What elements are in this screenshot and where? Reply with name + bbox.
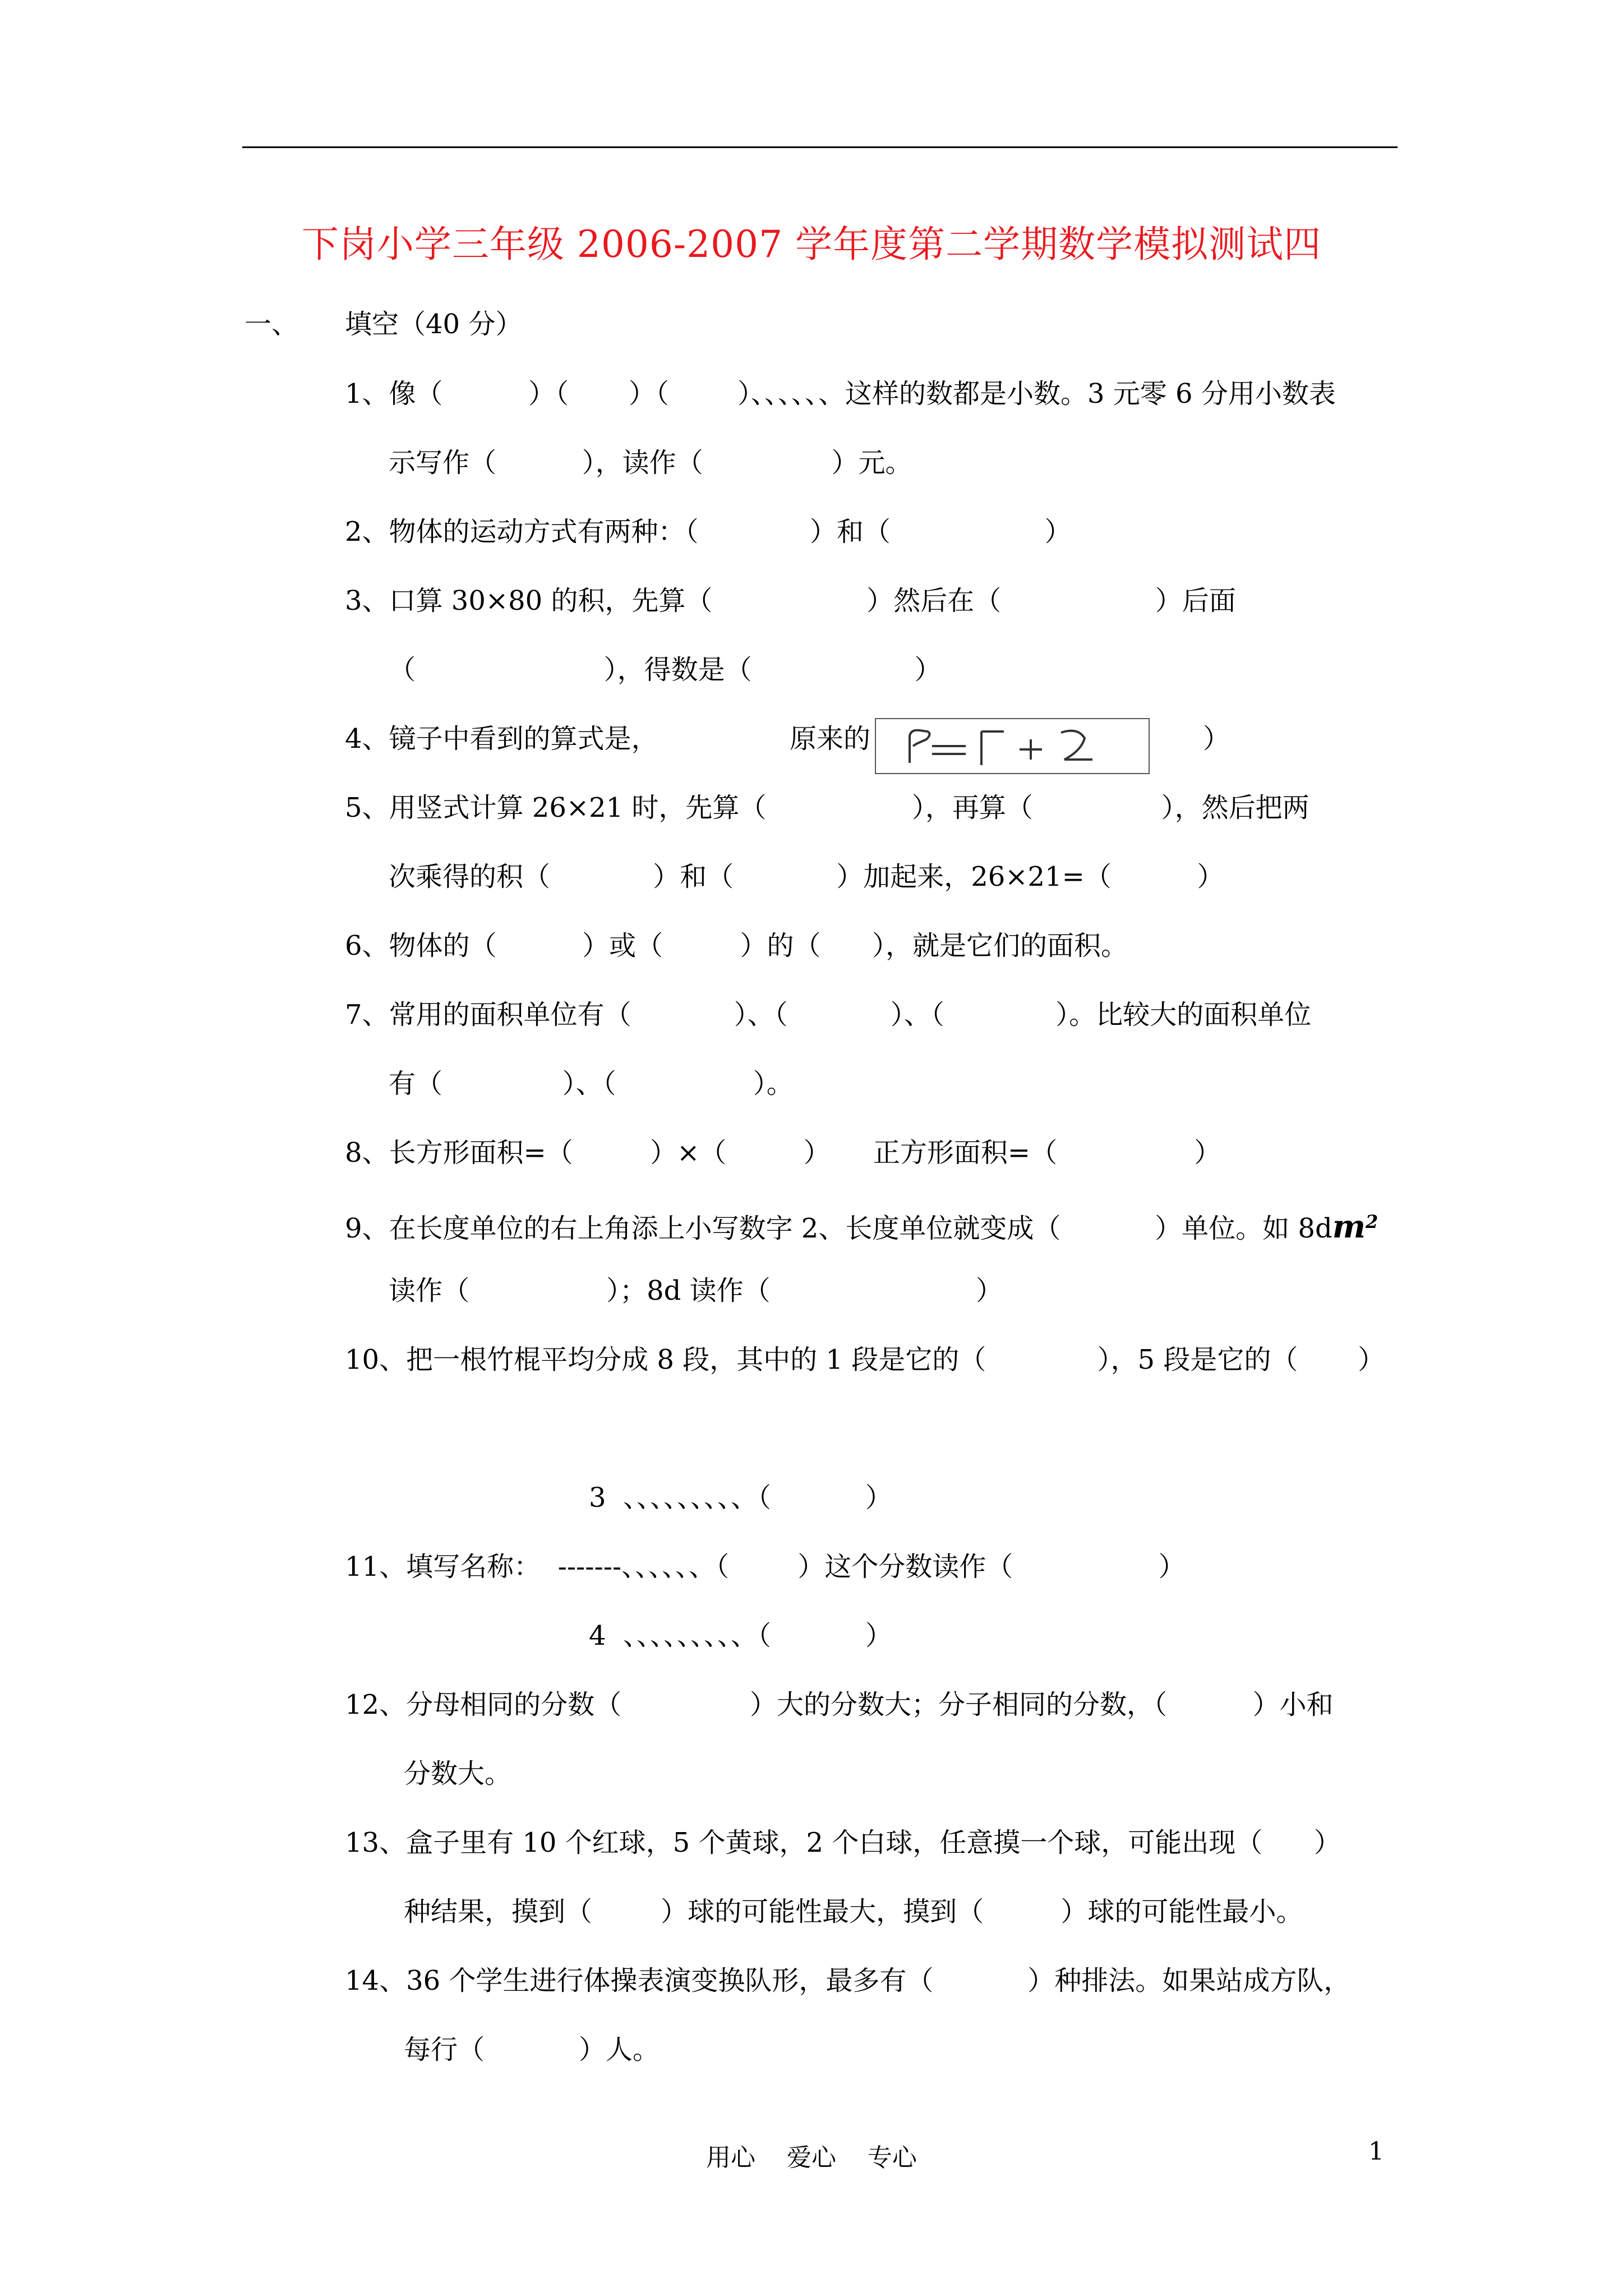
mirror-equation-image [875, 718, 1150, 774]
question-9-line-2: 读作（ ）；8d 读作（ ） [389, 1275, 1003, 1306]
question-10: 10、把一根竹棍平均分成 8 段，其中的 1 段是它的（ ），5 段是它的（ ） [345, 1344, 1385, 1375]
question-4-text: 4、镜子中看到的算式是， [345, 723, 658, 754]
header-rule [242, 146, 1398, 148]
question-11: 11、填写名称： -------、、、、、、（ ）这个分数读作（ ） [345, 1551, 1186, 1582]
question-4-original-label: 原来的 [790, 723, 871, 754]
question-1-line-2: 示写作（ ），读作（ ）元。 [389, 447, 912, 478]
question-5-line-2: 次乘得的积（ ）和（ ）加起来，26×21=（ ） [389, 861, 1224, 892]
question-9-line-1 [345, 1205, 1378, 1245]
question-14-line-1: 14、36 个学生进行体操表演变换队形，最多有（ ）种排法。如果站成方队， [345, 1965, 1351, 1996]
square-unit-m: m [1332, 1208, 1366, 1245]
question-6: 6、物体的（ ）或（ ）的（ ），就是它们的面积。 [345, 930, 1128, 961]
question-12-line-1: 12、分母相同的分数（ ）大的分数大；分子相同的分数，（ ）小和 [345, 1689, 1334, 1720]
footer-motto: 用心 爱心 专心 [706, 2143, 917, 2172]
question-7-line-2: 有（ ）、（ ）。 [389, 1068, 794, 1099]
question-2: 2、物体的运动方式有两种：（ ）和（ ） [345, 516, 1072, 547]
square-unit-exponent: 2 [1365, 1211, 1378, 1232]
question-13-line-2: 种结果，摸到（ ）球的可能性最大，摸到（ ）球的可能性最小。 [404, 1896, 1303, 1927]
question-11-numerator: 3 、、、、、、、、、（ ） [589, 1482, 892, 1513]
question-3-line-1: 3、口算 30×80 的积，先算（ ）然后在（ ）后面 [345, 585, 1236, 616]
question-8: 8、长方形面积=（ ）×（ ） 正方形面积=（ ） [345, 1137, 1221, 1168]
section-number: 一、 [245, 309, 299, 340]
question-14-line-2: 每行（ ）人。 [404, 2034, 660, 2065]
section-heading: 填空（40 分） [345, 309, 523, 340]
page-number: 1 [1368, 2137, 1384, 2166]
question-13-line-1: 13、盒子里有 10 个红球，5 个黄球，2 个白球，任意摸一个球，可能出现（ ） [345, 1827, 1341, 1858]
mirror-equation-glyphs [876, 719, 1151, 775]
question-5-line-1: 5、用竖式计算 26×21 时，先算（ ），再算（ ），然后把两 [345, 792, 1310, 823]
question-9-text: 9、在长度单位的右上角添上小写数字 2、长度单位就变成（ ）单位。如 8d [345, 1213, 1332, 1244]
question-11-denominator: 4 、、、、、、、、、（ ） [589, 1620, 892, 1651]
question-4-close-paren: ） [1203, 723, 1230, 754]
question-7-line-1: 7、常用的面积单位有（ ）、（ ）、（ ）。比较大的面积单位 [345, 999, 1312, 1030]
page-title: 下岗小学三年级 2006-2007 学年度第二学期数学模拟测试四 [301, 223, 1322, 266]
question-1-line-1: 1、像（ ）（ ）（ ）、、、、、、这样的数都是小数。3 元零 6 分用小数表 [345, 378, 1336, 409]
question-3-line-2: （ ），得数是（ ） [389, 654, 942, 685]
question-12-line-2: 分数大。 [404, 1758, 512, 1789]
